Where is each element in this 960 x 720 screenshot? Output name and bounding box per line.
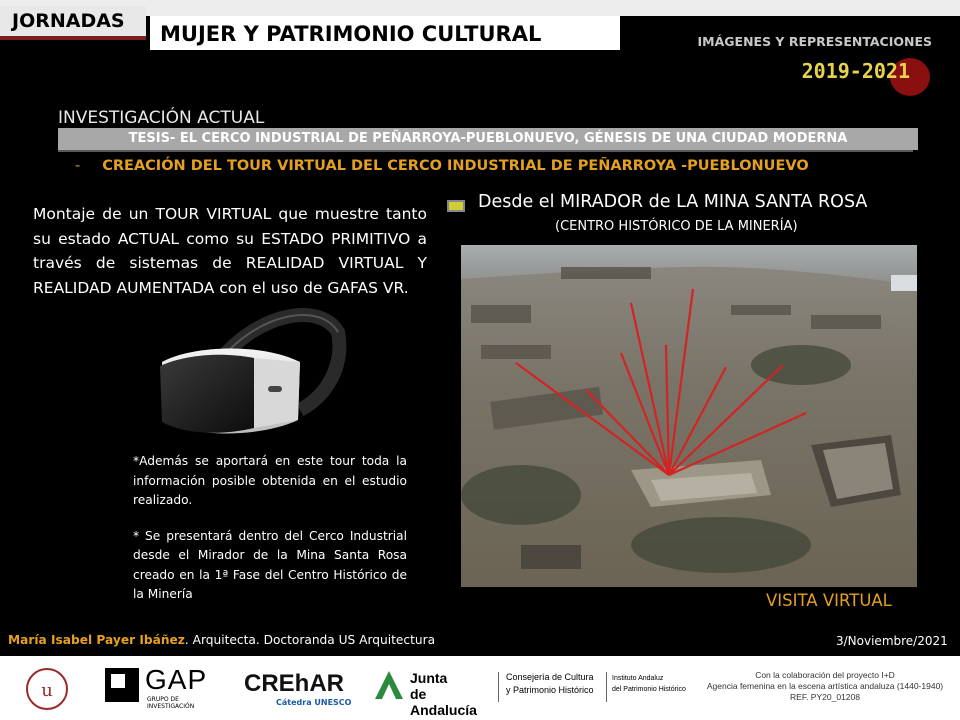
gap-logo-text: GAP — [145, 664, 208, 695]
junta-andalucia-logo — [372, 668, 492, 718]
author-name: María Isabel Payer Ibáñez — [8, 633, 185, 647]
virtual-visit-label: VISITA VIRTUAL — [766, 591, 892, 610]
university-seal-logo — [22, 666, 72, 712]
junta-logo-text-2: de Andalucía — [410, 686, 477, 718]
crehar-logo-text: CREhAR — [244, 670, 344, 697]
thesis-underline — [58, 150, 913, 152]
gap-logo-subtext: GRUPO DE INVESTIGACIÓN — [147, 696, 195, 710]
footer-divider-1 — [498, 672, 499, 702]
years-label: 2019-2021 — [801, 59, 910, 83]
consejeria-text-1: Consejería de Cultura — [506, 672, 594, 682]
project-credit-line-1: Con la colaboración del proyecto I+D — [755, 670, 895, 680]
aerial-photo — [461, 245, 917, 587]
logo-footer — [0, 656, 960, 720]
jornadas-label: JORNADAS — [0, 6, 146, 36]
square-bullet-icon — [447, 200, 465, 212]
thesis-banner: TESIS- EL CERCO INDUSTRIAL DE PEÑARROYA-PUEBLONUEVO, GÉNESIS DE UNA CIUDAD MODERNA — [58, 128, 918, 150]
iaph-text-2: del Patrimonio Histórico — [612, 686, 686, 693]
creation-heading — [75, 158, 809, 174]
author-credit — [8, 633, 435, 647]
creation-heading-text: CREACIÓN DEL TOUR VIRTUAL DEL CERCO INDUSTRIAL DE PEÑARROYA -PUEBLONUEVO — [102, 158, 809, 174]
note-1: *Además se aportará en este tour toda la información posible obtenida en el estudio realizado. — [133, 454, 407, 507]
date-label: 3/Noviembre/2021 — [836, 634, 948, 648]
viewpoint-heading: Desde el MIRADOR de LA MINA SANTA ROSA — [478, 192, 868, 212]
crehar-logo-subtext: Cátedra UNESCO — [276, 698, 352, 707]
jornadas-underline — [0, 36, 146, 40]
project-credit — [700, 670, 950, 703]
project-credit-line-2: Agencia femenina en la escena artística andaluza (1440-1940) — [706, 681, 944, 691]
viewpoint-subheading: (CENTRO HISTÓRICO DE LA MINERÍA) — [555, 219, 798, 234]
note-2: * Se presentará dentro del Cerco Industrial desde el Mirador de la Mina Santa Rosa creado en la 1ª Fase del Centro Histórico de la Minería — [133, 528, 407, 601]
main-paragraph: Montaje de un TOUR VIRTUAL que muestre tanto su estado ACTUAL como su ESTADO PRIMITIVO a través de sistemas de REALIDAD VIRTUAL Y REALIDAD AUMENTADA con el uso de GAFAS VR. — [33, 205, 427, 297]
crehar-logo — [244, 670, 354, 710]
author-role: . Arquitecta. Doctoranda US Arquitectura — [184, 633, 436, 647]
subtitle: IMÁGENES Y REPRESENTACIONES — [697, 34, 932, 49]
vr-headset-image — [150, 302, 350, 452]
svg-text:u: u — [41, 680, 53, 701]
section-heading: INVESTIGACIÓN ACTUAL — [58, 108, 265, 128]
footer-divider-2 — [606, 672, 607, 702]
iaph-text-1: Instituto Andaluz — [612, 675, 664, 682]
notes-block — [133, 452, 407, 621]
project-credit-line-3: REF. PY20_01208 — [790, 692, 860, 702]
consejeria-text-2: y Patrimonio Histórico — [506, 685, 594, 695]
junta-logo-text-1: Junta — [410, 670, 448, 686]
dash-bullet: - — [75, 158, 81, 174]
gap-logo — [105, 664, 215, 710]
main-title: MUJER Y PATRIMONIO CULTURAL — [150, 16, 620, 50]
